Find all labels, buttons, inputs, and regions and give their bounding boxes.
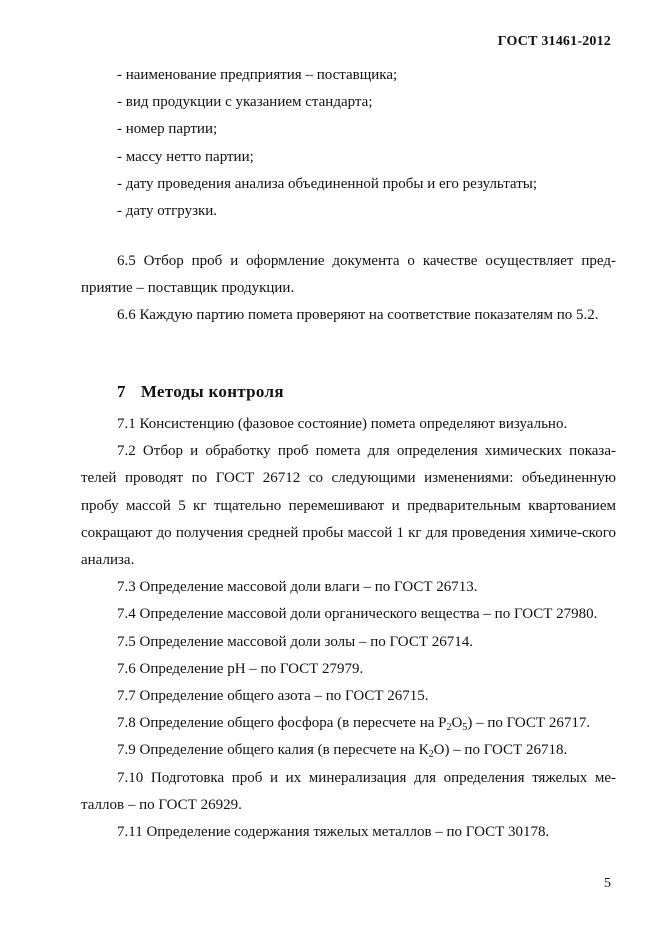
paragraph-7-8-text: 7.8 Определение общего фосфора (в пересчете на Р — [117, 715, 447, 732]
paragraph-7-3: 7.3 Определение массовой доли влаги – по ГОСТ 26713. — [117, 579, 478, 596]
paragraph-7-11: 7.11 Определение содержания тяжелых металлов – по ГОСТ 30178. — [117, 824, 550, 841]
paragraph-7-10: 7.10 Подготовка проб и их минерализация для определения тяжелых ме-таллов – по ГОСТ 26929. — [81, 769, 616, 813]
paragraph-7-4: 7.4 Определение массовой доли органического вещества – по ГОСТ 27980. — [117, 606, 598, 623]
page-number: 5 — [604, 876, 611, 891]
paragraph-6-6: 6.6 Каждую партию помета проверяют на соответствие показателям по 5.2. — [117, 307, 599, 324]
shipment-info-list — [117, 62, 537, 225]
document-header: ГОСТ 31461-2012 — [497, 34, 611, 49]
paragraph-7-7: 7.7 Определение общего азота – по ГОСТ 26715. — [117, 688, 429, 705]
list-item: - массу нетто партии; — [117, 148, 254, 165]
subscript: 2 — [446, 722, 452, 734]
formula-part: О — [451, 715, 463, 732]
list-item: - дату отгрузки. — [117, 202, 218, 219]
section-6-end — [81, 248, 616, 330]
list-item: - дату проведения анализа объединенной пробы и его результаты; — [117, 175, 538, 192]
list-item: - вид продукции с указанием стандарта; — [117, 94, 373, 111]
section-number: 7 — [117, 382, 126, 401]
subscript: 5 — [462, 722, 468, 734]
paragraph-7-6: 7.6 Определение рН – по ГОСТ 27979. — [117, 660, 364, 677]
paragraph-6-5: 6.5 Отбор проб и оформление документа о качестве осуществляет пред-приятие – поставщик продукции. — [81, 253, 616, 297]
paragraph-7-1: 7.1 Консистенцию (фазовое состояние) помета определяют визуально. — [117, 416, 568, 432]
section-title: Методы контроля — [140, 382, 284, 401]
paragraph-7-8 — [81, 710, 616, 737]
paragraph-7-8-tail: ) – по ГОСТ 26717. — [467, 715, 591, 732]
subscript: 2 — [428, 749, 434, 761]
paragraph-7-5: 7.5 Определение массовой доли золы – по ГОСТ 26714. — [117, 633, 473, 650]
paragraph-7-2: 7.2 Отбор и обработку проб помета для определения химических показа-телей проводят по ГОСТ 26712 со следующими изменениями: объединенную пробу массой 5 кг тщательно перемешивают и предварительным квартованием сокращают до получения средней пробы массой 1 кг для проведения химиче-ского анализа. — [81, 443, 616, 569]
paragraph-7-9-tail: О) – по ГОСТ 26718. — [433, 742, 568, 759]
paragraph-7-9-text: 7.9 Определение общего калия (в пересчете на К — [117, 742, 429, 759]
paragraph-7-9 — [81, 737, 616, 764]
list-item: - номер партии; — [117, 121, 218, 138]
section-7-body — [81, 411, 616, 846]
section-heading — [117, 382, 284, 402]
list-item: - наименование предприятия – поставщика; — [117, 67, 398, 83]
